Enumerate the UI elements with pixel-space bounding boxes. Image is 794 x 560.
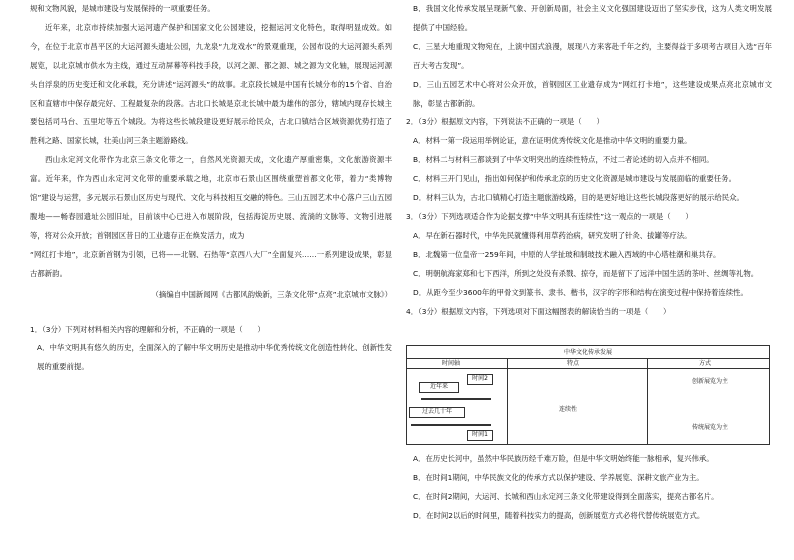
method-innovative: 创新展览为主 (692, 378, 729, 385)
timeline-bar-2 (421, 398, 491, 400)
question-3-option-c: C．明朝航海家郑和七下西洋，所到之处没有杀戮、掠夺，而是留下了远洋中国生活的茶叶、丝绸等礼物。 (413, 268, 759, 278)
question-4-option-d: D．在时间2以后的时间里，随着科技实力的提高，创新展览方式必将代替传统展览方式。 (413, 510, 705, 520)
question-2-option-d: D．材料三认为，古北口镇精心打造主题旅游线路，目的是更好地让这些长城段落更好的展示给民众。 (413, 193, 744, 203)
right-column (406, 0, 772, 321)
left-column (30, 0, 392, 377)
question-2-option-b: B．材料二与材料三都谈到了中华文明突出的连续性特点，不过二者论述的切入点并不相同。 (413, 155, 714, 165)
source-citation: （摘编自中国新闻网《古都风韵焕新，三条文化带“点亮”北京城市文脉》） (151, 289, 392, 299)
question-1-option-c: C．三星大地重现文物宛在，上演中国式浪漫，展现八方来客赴千年之约，主要得益于多项考古项目入选“百年百大考古发现”。 (413, 41, 772, 70)
column-divider (647, 358, 648, 444)
paragraph-4: “网红打卡地”，北京新首钢为引领，已将——北钢、石热等“京西八大厂”全面复兴……一系列建设成果，彰显古都新韵。 (30, 249, 392, 278)
question-4-option-a: A．在历史长河中，虽然中华民族历经千难万险，但是中华文明始终能一脉相承，复兴伟承。 (413, 454, 714, 463)
box-recent-years: 近年来 (419, 382, 459, 393)
question-4-option-b: B．在时间1期间，中华民族文化的传承方式以保护建设、学养展览、深耕文旅产业为主。 (413, 472, 704, 482)
question-4-options (406, 450, 772, 526)
question-3-option-d: D．从距今至少3600年的甲骨文到篆书、隶书、楷书，汉字的字形和结构在演变过程中保持着连续性。 (413, 287, 748, 297)
table-header-row (407, 358, 769, 369)
timeline-bar-1 (411, 424, 491, 426)
box-time-2: 时间2 (467, 374, 493, 385)
question-2-option-a: A．材料一第一段运用举例论证，意在证明优秀传统文化是推动中华文明的重要力量。 (413, 136, 692, 146)
paragraph-1: 规和文物风貌，是城市建设与发展保持的一项重要任务。 (30, 4, 215, 13)
table-caption: 中华文化传承发展 (563, 349, 612, 356)
box-time-1: 时间1 (467, 430, 493, 441)
question-3-option-a: A．早在新石器时代，中华先民就懂得利用草药治病，研究发明了针灸、拔罐等疗法。 (413, 230, 692, 240)
header-method: 方式 (699, 360, 712, 367)
column-divider (507, 358, 508, 444)
question-1-option-d: D．三山五园艺术中心将对公众开放，首钢园区工业遗存成为“网红打卡地”，这些建设成果点亮北京城市文脉，彰显古都新韵。 (413, 79, 772, 108)
question-3-option-b: B．北魏第一位皇帝一259年间，中原的人学扯玻和制玻技术融入西域的中心塔桂潮和巢共存。 (413, 249, 721, 259)
question-1-stem: 1．（3分）下列对材料相关内容的理解和分析，不正确的一项是（ ） (30, 324, 265, 334)
feature-continuity: 连续性 (559, 406, 578, 413)
paragraph-3: 西山永定河文化带作为北京三条文化带之一，自然风光资源天成，文化遗产厚重密集，文化旅游资源丰富。近年来，作为西山永定河文化带的重要承载之地，北京市石景山区围绕重塑首都文化带，着力“类博物馆”建设与运营，多元展示石景山区历史与现代、文化与科技相互交融的特色。三山五园艺术中心落户三山五园腹地——畅春园遗址公园旧址，目前该中心已进入布展阶段，包括海淀历史展、流淌的文脉等、文物引进展等，将对公众开放；首钢园区昔日的工业遗存正在焕发活力，成为 (30, 155, 392, 240)
culture-chart-table (406, 345, 770, 445)
method-traditional: 传统展览为主 (692, 424, 729, 431)
question-4-stem: 4．（3分）根据原文内容，下列选项对下面这幅图表的解读恰当的一项是（ ） (406, 306, 671, 316)
paragraph-2: 近年来，北京市持续加强大运河遗产保护和国家文化公园建设，挖掘运河文化特色，取得明显成效。如今，在位于北京市昌平区的大运河源头遗址公园，九龙泉“九龙戏水”的景观重现，公园布设的大运河源头系列展览，以北京城市供水为主线，通过互动屏幕等科技手段，以河之源、都之源、城之源为文化轴，展现运河源头自浮泉的历史变迁和文化承载，充分讲述“运河源头”的故事。北京段长城是中国有长城分布的15个省、自治区和直辖市中保存最完好、工程最复杂的段落。古北口长城是京北长城中最为雄伟的部分，辖域内现存长城主要包括司马台、五里坨等五个城段。为将这些长城段建设更好展示给民众，古北口镇结合区域资源优势打造了胜利之路、国家长城，壮美山河三条主题游路线。 (30, 22, 392, 146)
question-4-option-c: C．在时间2期间，大运河、长城和西山永定河三条文化带建设得到全面落实，提亮古都名片。 (413, 491, 719, 501)
question-3-stem: 3．（3分）下列选项适合作为论据支撑“中华文明具有连续性”这一观点的一项是（ ） (406, 211, 693, 221)
question-2-stem: 2．（3分）根据原文内容，下列说法不正确的一项是（ ） (406, 117, 604, 127)
box-past-decades: 过去几十年 (409, 407, 465, 418)
question-1-option-b: B．我国文化传承发展呈现新气象、开创新局面，社会主义文化强国建设迈出了坚实步伐，这为人类文明发展提供了中国经验。 (413, 4, 772, 32)
header-timeline: 时间轴 (442, 360, 461, 367)
question-1-option-a: A．中华文明具有悠久的历史，全面深入的了解中华文明历史是推动中华优秀传统文化创造性转化、创新性发展的重要前提。 (37, 343, 392, 372)
question-2-option-c: C．材料三开门见山，指出如何保护和传承北京的历史文化资源是城市建设与发展面临的重要任务。 (413, 174, 736, 184)
header-feature: 特点 (567, 360, 580, 367)
